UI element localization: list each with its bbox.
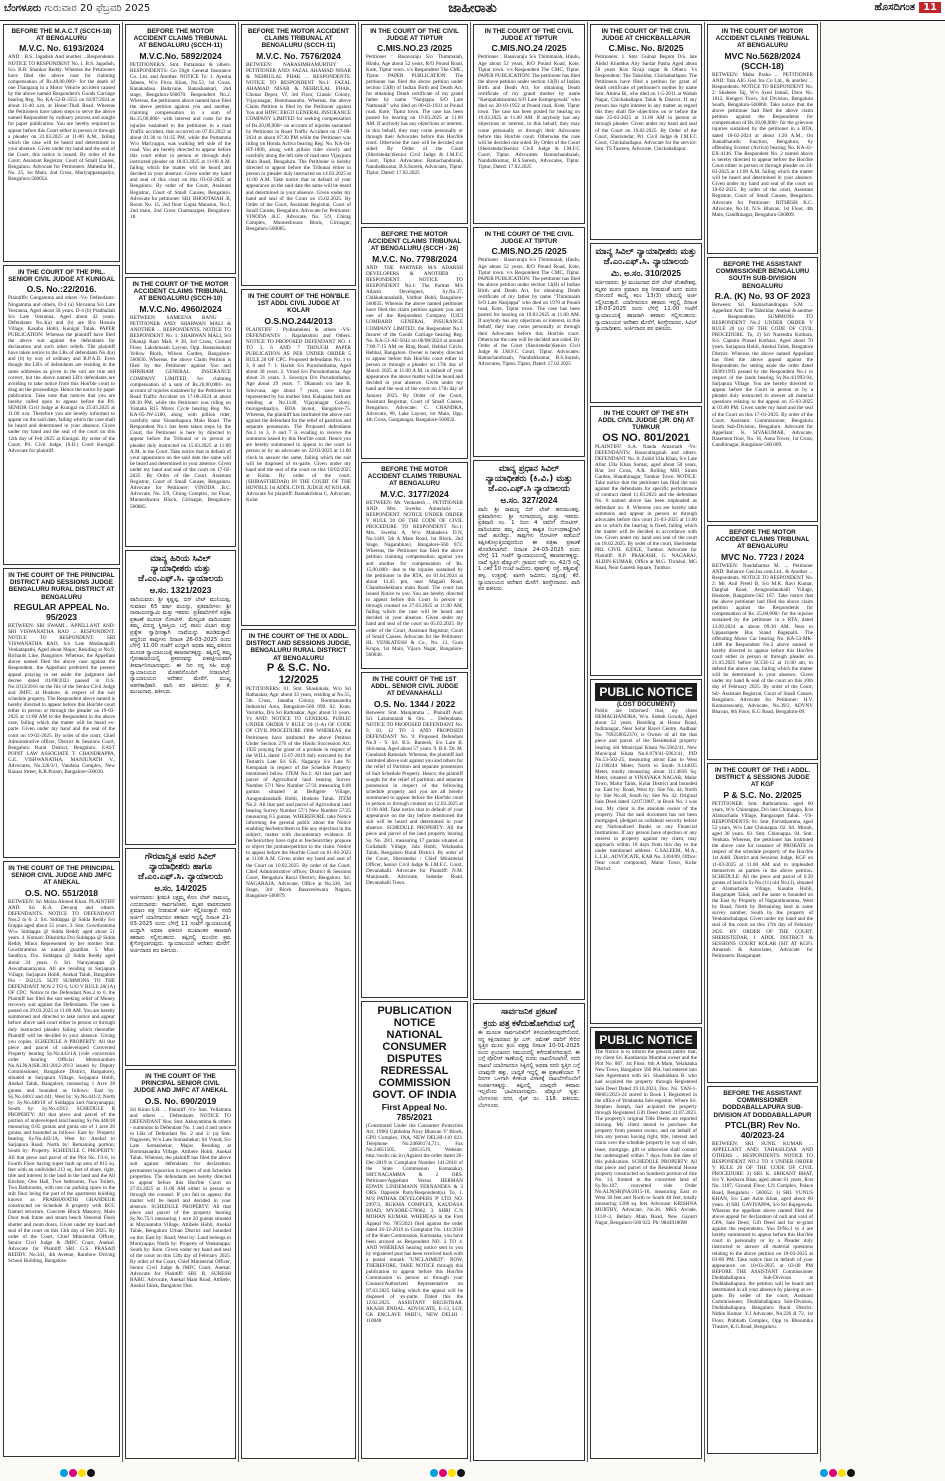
court-notice [3,568,120,858]
case-number: P & S.C. No. 12/2025 [266,661,331,686]
court-name: ಗೌರವಾನ್ವಿತ ಅಪರ ಸಿವಿಲ್ ನ್ಯಾಯಾಧೀಶರು ಹಾಗೂ ಜೆ.ಎಂ.ಎಫ್.ಸಿ. ನ್ಯಾಯಾಲಯ [138,852,223,882]
column-4 [361,24,468,1462]
case-number: C.MIS.NO.25 /2025 [491,246,567,257]
court-name: IN THE COURT OF THE PRL. SENIOR CIVIL JUDGE AT KUNIGAL [8,269,115,284]
court-name: BEFORE THE ASSISTANT COMMISSIONER BENGALURU SOUTH SUB-DIVISION BENGALURU [715,261,810,290]
court-notice [473,227,585,457]
notice-body: BETWEEN: Sri Moiza Ahmed Khan. PLAINTIFF AND: Sri K.A. Devaraj and others. DEFENDANTS. NOTICE TO DEFENDANT Nos.2 to 6: 2. Sri. Siddappa @ Sidda Reddy S/o Erappa aged about 55 years. 3. Smt. Gowthramma W/o. Siddappa @ Sidda Reddy aged about 51 years. 4. Kumari. Dikshitha D/o Siddappa @ Sidda Reddy Minor Represented by her mother Smt. Gowthramma as natural guardian. 5. Miss. Sandhya, D/o. Siddappa @ Sidda Reddy aged about 24 years. 6. Sri. Narayanappa @ Aswathanarayana. All are residing at Sarjapura Village, Sarjapura Hobli, Anekal Taluk, Bangalore Pin - 562125. SUIT SUMMONS TO THE DEFENDANT NOS 2 TO 6, U/O V RULE 20(1A) OF CPC: Notice to the Defendant Nos.2 to 6, the Plaintiff has filed the suit seeking relief of Money recovery suit against the Defendants. The case is posted on 29.03.2025 at 11:00 AM. You are hereby summoned and directed to take notice and appear before above said court either in person or through duly instructed pleader failing which thereafter Plaintiff will be decided in your absence. Giving you copies. SCHEDULE A PROPERTY: All that piece and parcel of undeveloped Converted Property bearing Sy.No.443/1A (vide conversion order bearing Official Memorandum No.ALN(A)SR.361/2012-2013 issued by Deputy Commissioner, Bangalore District, Bangalore), situated at Sarjapura Village, Sarjapura Hobli, Anekal Taluk, Bangalore, measuring 1 Acre 28 guntas and bounded as follows: East by: Sy.No.440/2 and 441; West by: Sy.No.441/2; North by: Sy.No.440/18 of Siddappa and Narayanappa; South by: Sy.No.439/2. SCHEDULE B PROPERTY: All that piece and parcel of the portion of undeveloped land bearing Sy.No.440/18 measuring 0.05 guntas and gunta out of 1 acre 20 guntas and bounded as follows: East by: Property bearing Sy.No.443/1A; West by: Anekal to Sarjapura Road; North by: Remaining portion; South by: Property. SCHEDULE C PROPERTY: All that piece and parcel of the Plot No. F3-6, in Fourth Floor having super built up area of 815 sq. feet with an undivided 213 sq. feet of share, right, title and interest in the land in the land and the All Kitchen, One Hall, Two bedrooms, Two Toilets, Two Bathrooms, with one car parking space in the stilt floor being the part of the apartment building known as PRABHAVATHI GRANDEUR constructed on Schedule A property with RCC framed structure, Concrete Block Masonry, Main Door teak frame and steam beech Venereal Flush shutter and room doors. Given under my hand and seal of the court on this 13th day of Feb 2025. By order of the Court, Chief Ministerial Officer, Senior Civil Judge & JMFC Court, Anekal. Advocate for Plaintiff SRI. G.S. PRASAD REDDY. No.341, 4th Avenue, Rainbow Driving School Building, Bangalore. [8,898,115,1265]
notice-body: ವಾದಿಯವರು: ಶ್ರೀ ಕೃಷ್ಣಪ್ಪ, ಬಿನ್ ಲೇಟ್ ಮುನಿಯಪ್ಪ, ಸುಮಾರು 65 ವರ್ಷ ವಯಸ್ಸು, ಪ್ರತಿವಾದಿಗಳು: ಶ್ರೀ ನಾರಾಯಣಸ್ವಾಮಿ ಮತ್ತು ಇತರರು. ಪ್ರತಿವಾದಿಗಳಿಗೆ ಪತ್ರಿಕಾ ಪ್ರಕಟಣೆ ಮೂಲಕ ನೋಟೀಸ್. ಮೇಲ್ಕಂಡ ವಾದಿಯವರು ತಮ್ಮ ವಿರುದ್ಧ ಸ್ಥಿರಾಸ್ತಿಯ ಬಗ್ಗೆ ಪಾಲು ವಿಭಾಗ ಮತ್ತು ಪ್ರತ್ಯೇಕ ಸ್ವಾಧೀನಕ್ಕಾಗಿ ದಾವೆಯನ್ನು ಹೂಡಿರುತ್ತಾರೆ. ಆದ್ದರಿಂದ ತಾವುಗಳು ದಿನಾಂಕ 26-03-2025 ರಂದು ಬೆಳಿಗ್ಗೆ 11.00 ಗಂಟೆಗೆ ಖುದ್ದಾಗಿ ಅಥವಾ ತಮ್ಮ ವಕೀಲರ ಮೂಲಕ ನ್ಯಾಯಾಲಯಕ್ಕೆ ಹಾಜರಾಗತಕ್ಕದ್ದು. ತಪ್ಪಿದಲ್ಲಿ ತಮ್ಮ ಗೈರುಹಾಜರಿಯಲ್ಲಿ ಪ್ರಕರಣವನ್ನು ಏಕಪಕ್ಷೀಯವಾಗಿ ತೀರ್ಮಾನಿಸಲಾಗುವುದು. ಈ ದಿನ ನನ್ನ ಸಹಿ ಮತ್ತು ನ್ಯಾಯಾಲಯದ ಮೊಹರಿನೊಂದಿಗೆ ನೀಡಲಾಗಿದೆ. ನ್ಯಾಯಾಲಯದ ಆದೇಶದ ಮೇರೆಗೆ, ಮುಖ್ಯ ಆಡಳಿತಾಧಿಕಾರಿ. ವಾದಿ ಪರ ವಕೀಲರು: ಶ್ರೀ ಕೆ. ಮಂಜುನಾಥ, ವಕೀಲರು. [130,597,231,696]
notice-body: ಅರ್ಜಿದಾರರು: ಶ್ರೀಮತಿ ಲಕ್ಷ್ಮಮ್ಮ ಕೋಂ ಲೇಟ್ ರಾಮಯ್ಯ. ಎದುರುದಾರರು: ಸಾರ್ವಜನಿಕರು. ಮೃತರ ವಾರಸುದಾರರ ಪ್ರಮಾಣ ಪತ್ರ ನೀಡುವಂತೆ ಅರ್ಜಿ ಸಲ್ಲಿಸಿರುತ್ತಾರೆ. ಸದರಿ ಅರ್ಜಿಗೆ ಯಾರಿಗಾದರೂ ತಕರಾರು ಇದ್ದಲ್ಲಿ ದಿನಾಂಕ 21-03-2025 ರಂದು ಬೆಳಿಗ್ಗೆ 11 ಗಂಟೆಗೆ ನ್ಯಾಯಾಲಯಕ್ಕೆ ಖುದ್ದಾಗಿ ಅಥವಾ ವಕೀಲರ ಮುಖಾಂತರ ಹಾಜರಾಗಿ ತಕರಾರು ಸಲ್ಲಿಸಬಹುದು. ತಪ್ಪಿದಲ್ಲಿ ಮುಂದಿನ ಕ್ರಮ ಕೈಗೊಳ್ಳಲಾಗುವುದು. ನ್ಯಾಯಾಲಯದ ಆದೇಶದ ಮೇರೆಗೆ. ಅರ್ಜಿದಾರರ ಪರ ವಕೀಲರು. [130,895,231,954]
court-name: IN THE COURT OF THE CIVIL JUDGE AT TIPTUR [370,28,459,43]
court-notice [707,1086,818,1454]
notice-body: Petitioner : Basavaraju S/o Thimmaiah, Hindu, Age about 52 years, R/O Pound Road, Kote, Tiptur town. v/s Respondent The CMC, Tiptur. PAPER PUBLICATION: The petitioner has filed the above petition under section 13(B) of Indian Birth and Death Act, for obtaining Death certificate of my father by name "Thimmaiah S/O Late Nanjappa" who died on 1970 at Pound road, Kote, Tiptur town. The case has been posted for hearing on 19.03.2025 at 11.00 AM. If anybody has any objections or interest, in this behalf, they may come personally or through their Advocates before this Hon'ble court. Otherwise the case will be decided one sided. By Order of the Court (Sheristedar)Senior Civil Judge & J.M.F.C Court, Tiptur. Advocates: Ramachandraiah, Nandishkumar, B.S.Suresh, Advocates, Tiptur. Tiptur, Dated: 17.02.2025 [478,257,580,367]
case-number: First Appeal No. 785/2021 [381,1102,448,1122]
case-number: M.V.C.No. 4960/2024 [139,303,222,314]
notice-body: AND : B.S. Jagadish And another ...Respondents. NOTICE TO RESPONDENT No. 1. B.S. Jagadish, S/o. B.R. Shankar Reddy. Whereas the Petitioners have filed the above case for claiming compensation of Rs.40,00,000/- for the death of one Thangaraj in a Motor Vehicle accident caused by the above named Respondent's Goods Carriage bearing Reg. No. KA-52-B-3555 on 02/07/2024 at about 11-40 a.m. at Hosur-Thali Road. Whereas the Petitioners have taken steps to serve the above named Respondent by ordinary process and sought for paper publication. You are hereby required to appear before this Court either in person or through a pleader on 21.03.2025 at 11-00 A.M., failing which the case will be heard and determined in your absence. Given under my hand and the seal of the Court, this notice is issued. By order of the Court, Assistant Registrar, Court of Small Causes, Bengaluru. Advocate for Petitioners: Mahesha M., No. 25, 1st Main, 2nd Cross, Mariyappanapalya, Bengaluru-560054. [8,54,115,183]
public-notice [590,679,702,1024]
case-number: O.S. NO. 551/2018 [24,887,99,898]
section-name: ಬೆಂಗಳೂರು [4,3,42,14]
court-name: IN THE COURT OF THE 1ST ADDL. SENIOR CIVIL JUDGE AT DEVANAHALLI [370,676,459,698]
column-5 [473,24,585,1464]
case-number: M.V.C. No. 6193/2024 [19,43,104,54]
page-footer [0,1466,945,1481]
court-name: ಮಾನ್ಯ ಹಿರಿಯ ಸಿವಿಲ್ ನ್ಯಾಯಾಧೀಶರು ಮತ್ತು ಜೆ.ಎಂ.ಎಫ್.ಸಿ. ನ್ಯಾಯಾಲಯ [138,554,223,584]
issue-date: 20 ಫೆಬ್ರವರಿ 2025 [80,3,151,14]
notice-body: The Notice is to inform the general public that, my client Sri. Kantharaju Mumbai owner and the Plot No. 887, 1st Floor, 6th A Main, Yelahanka New Town, Bangalore 560 064, had entered into Sale Agreement with Sri. Shashidhara B. who had acquired the property through Registered Sale Deed Dated 19.10.2023, Doc. No. YAN-1-06665/2023-24 stored in Book I, Registered in the office of Yelahanka Sub-registrar. Where Sri. Stephen Joseph, had acquired the property through Registered Gift Deed dated 31.07.2023. The property's original Title Deeds are reported missing. My client intend to purchase the property from present owner, and on behalf of him any person having right, title, interest and claim over the schedule property by way of sale, lease, mortgage, gift or otherwise shall contact the undersigned within 7 days from the date of this publication. SCHEDULE PROPERTY: All that piece and parcel of the Residential House property constructed on Southern portion of Site No. 14, formed in the converted land of Sy.No.107, converted vide Order No.ALN(SR)NA/2015-16, measuring East to West 30 feet and North to South 40 feet, totally measuring 1200 sq. feet. Advocate: KRISHNA MURTHY, Advocate, No.36, MKS Arcade, I.O.P.-3, Bellary Main Road, New Gayatri Nagar, Bengaluru-560 022. Ph: 9844918098 [595,1049,697,1226]
court-notice [361,1001,468,1459]
print-registration-marks [430,1469,466,1477]
notice-body: Between: Smt. Manjamma ... Plaintiff And: Sri. Lakshmaiah & Ors. ... Defendants. NOTICE TO PROPOSED DEFENDANT No. 9, 10, 12 TO 3 AND PROPOSED DEFENDANT No. 9: Proposed Defendant No.9 - 9. Sri. B.S. Ramesh, S/o Late B. Shivanna, Aged about 57 years. 9. B.S. Dr. M. Gundaiah Ramaiah. Whereas, the plaintiff had instituted above suit against you and others for the relief of Partition and separate possession of Suit Schedule Property. Hence, the plaintiff sought for the relief of partition and separate possession in respect of the following schedule property and you are all hereby summoned to appear before the Hon'ble court in person or through counsel on 12.03.2025 at 11:00 AM. Take notice that in default of your appearance on the day before mentioned the suit will be heard and determined in your absence. SCHEDULE PROPERTY: All the piece and parcel of the land property bearing Sy. No. 28/1, measuring 17 guntas situated at Gollahalli Village, Jala Hobli, Yelahanka Taluk, Bengaluru Rural District. By order of the Court, Sheristedar / Chief Ministerial Officer, Senior Civil Judge & J.M.F.C. Court, Devanahalli. Advocate for Plaintiff: N.M. Manjunath, Advocate, Subedar Road, Devanahalli Town. [366,709,463,887]
case-number: O.S. No. 1344 / 2022 [373,698,456,709]
case-number: PTCL(BR) Rev No. 40/2023-24 [725,1119,800,1140]
court-notice [3,265,120,565]
court-notice [241,24,356,286]
case-number: C.MIS.NO.23 /2025 [377,43,452,54]
court-notice [707,257,818,522]
court-name: BEFORE THE M.A.C.T (SCCH-18) AT BENGALURU [11,28,112,43]
case-number: P & S.C. No. 2/2025 [723,789,802,800]
print-registration-marks [60,1469,96,1477]
case-number: ಕ್ರಯ ಪತ್ರ ಕಳೆದುಹೋಗಿರುವ ಬಗ್ಗೆ [483,1018,575,1028]
court-name: ಸಾರ್ವಜನಿಕ ಪ್ರಕಟಣೆ [501,1007,557,1017]
court-notice [361,672,468,998]
case-number: ಅ.ಸಂ. 14/2025 [154,883,207,893]
court-name: BEFORE THE MOTOR ACCIDENT CLAIMS TRIBUNAL AT BENGALURU (SCCH-11) [133,28,228,50]
court-notice [361,24,468,224]
court-name: IN THE COURT OF THE I ADDL. DISTRICT & SESSIONS JUDGE AT KGF [714,767,811,789]
court-notice [707,763,818,1083]
court-notice [3,24,120,262]
notice-body: Between: Sri. Ramachandrappa S.M ... Appellant And: The Tahsildar, Anekal & another ... Respondents. SUMMONS TO RESPONDENT No.2 UNDER ORDER V RULE 20 (a) OF THE CODE OF CIVIL PROCEDURE. To, 2) Sri Narendra Kothara, S/o. Captain Prasad Kothara, Aged about 70 years, Sarjapura Hobli, Anekal Taluk, Bangalore District. Whereas the above named Appellant has filed the above appeal against the Respondents for setting aside the order dated 20/09/1993 passed by the Respondent No.1 in respect of the lands bearing Sy.No.4/1993-94, Sarjapura Village. You are hereby directed to appear before the Court in person or by a pleader duly instructed to answer all material questions relating to the appeal on 15-03-2025 at 03.00 PM. Given under my hand and the seal of the Court on this 17-01-2025. By order of the Court, Assistant Commissioner, Bengaluru South Sub-Division, Bengaluru. Advocate for Appellant: K. SIVAKUMAR, Advocate, Basement floor, No. 16, Anna Tower, 1st Cross, Gandhinagar, Bangalore-560 009. [712,301,813,448]
court-notice [125,848,236,1066]
case-number: O.S. No.:22/2016. [26,284,97,295]
court-notice [590,243,702,403]
case-number: M.V.C. No. 7798/2024 [372,253,457,264]
column-rule [587,22,588,1462]
column-rule [470,22,471,1462]
notice-body: BETWEEN: NARASIMHAMURTHY ... PETITIONER AND: FAZAL AHAMAD NISAR & NEHRULAL PHAK ... RESPONDENTS. NOTICE TO RESPONDENT No.1: FAZAL AHAMAD NISAR & NEHRULAL PHAK, Chunar Depot, Vf, 3rd Floor, Classic Colony, Vijayanagar, Bommasandra. Whereas, the above Claim Petition is filed by the Petitioner against You and HDFC ERGO GENERAL INSURANCE COMPANY LIMITED for seeking compensation of Rs.20,00,000/- on account of injuries sustained by Petitioner in Road Traffic Accident on 17-09-2024 at about 07:30 PM while the Petitioner was riding on Honda Activa bearing Reg. No. KA-04-HT-1806, along with pillion rider slowly and carefully along the left side of road near Vijaypura Main Road, Bengaluru. The Petitioner is hereby directed to appear before the Tribunal either in person or pleader duly instructed on 14.03.2025 at 11:00 A.M. Take notice that in default of your appearance on the said date the same will be heard and determined in your absence. Given under my hand and seal of the Court on 15.02.2025. By Order of the Court, Assistant Registrar, Court of Small Causes, Bengaluru. Advocate for Petitioner: VINODA .B.C. Advocate, No. 5/9, Chirag Complex, Munneshwara Block, Girinagar, Bengaluru-560085. [246,61,351,233]
column-3 [241,24,356,1462]
court-name: BEFORE THE MOTOR ACCIDENT CLAIMS TRIBUNAL AT BENGALURU [715,529,810,551]
case-number: ಅ.ಸಂ. 327/2024 [500,495,558,505]
notice-body: AND: THE PARTNER M/S ADARSH DEVELOPERS & ANOTHER ... RESPONDENT. NOTICE TO RESPONDENT No.1: The Partner M/s Adarsh Developers, Sy.No.37, Chikkakannahalli, Varthur Hobli, Bangalore-560035. Whereas the above named petitioner have filed the claim petition against you and one of the Respondent Company ICICI LOMBARD GENERAL INSURANCE COMPANY LIMITED, the Respondent No.1 Insurer of the Goods Carriage bearing Reg. No. KA-51-AF-5642 on 06/08/2024 at around 7:00-7:15 AM on Ring Road, Hebbal Circle, Hebbal, Bangalore. Owner is hereby directed to appear before this Hon'ble court either in person or through a pleader on 17th day of March 2025 at 11.00 A.M. in default of your appearance the above matter will be heard and decided in your absence. Given under my hand and the seal of the court on 17th day of January 2025. By Order of the Court, Assistant Registrar, Court of Small Causes, Bengaluru. Advocate: C. CHANDRA, Advocate, #8, Lake Layout, 1st Main, Opp. 4th Cross, Ganganagar, Bangalore-560032. [366,264,463,423]
notice-body: Sri Kiran S.R. ... Plaintiff -Vs- Smt. Yellamma and others ... Defendants. NOTICE TO DEFENDANT Nos: Smt. Akkayamma & others - summons to Defendant No. 1 and 4 and notice to LRs of Defendant No. 2 and 3: (a) Smt. Nagaveni, W/o Late Somashekar; Sri Vinod, S/o Late Somashekar, Major. Residing at Bommasandra Village, Attibele Hobli, Anekal Taluk. Whereas, the plaintiff has filed the above suit against defendants for declaration, permanent injunction in respect of suit Schedule properties. The defendants are hereby directed to appear before this Hon'ble Court on 27.03.2025 at 11.00 AM either in person or through the counsel. If you fail to appear, the matter will be heard and decided in your absence. SCHEDULE PROPERTY: All that piece and parcel of the property bearing Sy.No.75/1 measuring 1 acre 20 guntas situated at Mayasandra Village, Attibele Hobli, Anekal Taluk, Bengaluru Urban District and bounded on the: East by: Road; West by: Land belongs to Muniyappa; North by: Property of Venkatappa; South by: Kere. Given under my hand and seal of the court on this 12th day of February 2025. By order of the Court, Chief Ministerial Officer, Senior Civil Judge & JMFC Court, Anekal. Advocate for Plaintiff: SRI. R. SURESH BABU, Advocate, Anekal Main Road, Attibele, Anekal Taluk, Bangalore Dist. [130,1106,231,1290]
court-notice [361,227,468,459]
column-rule [820,22,821,1462]
court-name: IN THE COURT OF THE PRINCIPAL SENIOR CIVIL JUDGE AND JMFC AT ANEKAL [133,1073,228,1095]
case-number: C.MIS.NO.24 /2025 [491,43,567,54]
masthead-right [874,2,941,13]
court-notice [125,277,236,547]
notice-body: PETITIONER: Smt. Rathnamma, aged 60 years, W/o Chinnappa, D/o late Chinnappa, R/at Alamachadu Village, Bangarapet Taluk. -VS- RESPONDENTS: 01. Smt. Parvathamma, aged 52 years, W/o Late Chinnappa. 02. Sri. Murali, aged 36 years. 03. Smt. Chinnappa. 04. Smt. Venkata. Whereas, the petitioner has instituted the above case for issuance of PROBATE in respect of the schedule property of the Hon'ble 1st Addl. District and Sessions Judge, KGF on 11-03-2025 at 11.00 AM and to impleaded themselves as parties in the above petition. SCHEDULE: All the piece and parcel of 0.20 guntas of land in Sy.No.(11) old No.(1), situated at Alamachadu Village, Kasaba Hobli, Bangarapet Taluk, and the same is bounded on the East by Property of Nagarathnamma, West by Road, North by Remaining land in same survey number, South by the property of Venkatachalappa. Given under my hand and the seal of the court on this 17th day of February 2025. BY ORDER OF THE COURT, SHERISTEDAR, I ADDL DISTRICT & SESSIONS COURT KOLAR (SIT AT KGF). Amaresh & Associates, Advocate for Petitioners: Bangarapet. [712,800,813,959]
weekday: ಗುರುವಾರ [44,3,77,14]
court-name: BEFORE THE ASSISTANT COMMISSIONER DODDABALLAPURA SUB-DIVISION AT DODDABALLAPUR [713,1090,812,1119]
court-name: IN THE COURT OF THE 6TH ADDL CIVIL JUDGE (JR. DN) AT TUMKUR [598,410,694,432]
column-2 [125,24,236,1462]
notice-body: PLAINTIFF: S.A. Nanda Amarnath -Vs- DEFENDANTS: Basavalingaiah and others. DEFENDANT No. 8: Zubid Ulla Khan, S/o Late Allur Ulla Khan Sumar, aged about 50 years, R/at 3rd Cross, A.R. Rolling Mill, Siram Garden, Shanthinagar, Tumkur Town. NOTICE: Take notice that the petitioner has filed the suit against the defendants for specific performance of contract dated 11.03.2023 and the defendant No. 8 named above has been impleaded as defendant no. 8. Whereas you are hereby take summons and appear in person or through advocates before this court 21-03-2025 at 11:00 am to which the hearing is fixed, failing which the matter will be decided in accordance with law. Given under my hand and seal of the court on 18.02.2025. By order of the court, Sheristedar PRL CIVIL JUDGE, Tumkur. Advocate for Plaintiff: R.P. PRAKASH, G. NAGARAJ, ALBIN KUMAR, Office at M.G. Thrishul, MG Road, Near Ganesh Square, Tumkur. [595,443,697,572]
notice-body: BETWEEN: SRI. SUNIL KUMAR ... APPELLANT AND: TAHASILDAR AND OTHERS ... RESPONDENTS. NOTICE TO RESPONDENT NO.2 TO 4 UNDER ORDER V RULE 20 OF THE CODE OF CIVIL PROCEDURE: 2) SRI. K. SRIKANT BHAT, S/o Y. Keshava Bhat, aged about 61 years, R/at No. 1107, Ground Floor, LN Complex, Palace Road, Bengaluru - 560052. 3) SRI. YUNUS KHAN, S/o Late Azim Khan, aged about 60 years. 4) SRI. GAVIYAPPA, S/o Sri Rajegowda. Whereas the appellant above named filed the above appeal for declaration of null and void of GPA, Sale Deed, Gift Deed and for re-grant against the respondents. You D/No.1 to 4 are hereby summoned to appear before this Hon'ble court in personally or by a Pleader duly instructed to answer all material questions relating to the above petition on 10-03-2025 at 03-00 PM. Take notice that in default of your appearance on 10-03-2025 at 03-00 PM BEFORE THE ASSISTANT Commissioner Doddaballapura Sub-Division at Doddaballapura, the petition will be heard and determined in all your absence by placing as ex-parte. By order of the court, Assistant Commissioner, Doddaballapura Sub-Division, Doddaballapura, Bengaluru Rural District. Nithin Kumar .Y.J Advocate, No.226 II 72, 1st Floor, Prabhath Complex, Opp to Bhoomika Theatre, K.G.Road, Bengaluru. [712,1140,813,1330]
notice-body: BETWEEN: SRI SWAMI... APPELLANT AND: SRI VISWANATHA RAO ... RESPONDENT. NOTICE TO RESPONDENT: SRI VISWANATHA RAO, S/o Late Madanapalli Venkatapathi, Aged about Major, Residing at No.9, Richards Line, Bangalore. Whereas, the Appellant above named filed the above case against the Respondent, the Appellant preferred the present appeal praying to set aside the judgment and decree dated 01/08/2023 passed in O.S. No.1013/2016 on the file of the Senior Civil Judge and JMFC at Hoskote, in respect of the suit schedule property. The Respondent above named is hereby directed to appear before this Hon'ble court either in person or through the pleader on 19-03-2025 at 11:00 AM to the Respondent in the above case, failing which the matter will be heard ex-parte. Given under my hand and the seal of the court on 19-02-2025. By order of the court, Chief Administrative officer, District & Sessions Court, Bengaluru Rural District, Bengaluru. EAST POINT LAW ASSOCIATE T. CHANDRAPPA, G.E. VISHWANATHA, MANJUNATH V., Advocates, No.326/3/1, Vandana Complex, New Bazaar Street, K.R.Puram, Bangalore-560036. [8,622,115,776]
notice-body: BETWEEN: SAMEENA BANU ... PETITIONER AND: SHARWAN MALI & ANOTHER ... RESPONDENTS. NOTICE TO RESPONDENT No. 1: SHARWAN MALI, S/o Dhanaji Ram Mali, # 38, 3rd Cross, Ground Floor, Lakshmaiah Layout, Opp. Banashankari Yellow Block, Wilson Garden, Bangalore-560030. Whereas, the above Claim Petition is filed by the Petitioner against You and SHRIRAM GENERAL INSURANCE COMPANY LIMITED, for claiming compensation of a sum of Rs.20,00,000/- on account of injuries sustained by the Petitioner in Road Traffic Accident on 17-06-2024 at about 08:30 PM, while the Petitioner was riding on Yamaha R15 Motor Cycle bearing Reg. No. KA-05-JW-5180, along with pillion rider, carefully near Vasanthapura Main Road. The Respondent No.1 has been taken steps by the Court, the Petitioner is here by directed to appear before the Tribunal or in person or pleader duly instructed on 15.03.2025 at 11:00 A.M. in the Court. Take notice that in default of your appearance on the said date the same will be heard and determined in your absence. Given under my hand and seal of the court on 17-02-2025. By Order of the Court, Assistant Registrar, Court of Small Causes, Bengaluru. Advocate for Petitioner: VINODA .B.C. Advocate, No. 5/9, Chirag Complex, 1st Floor, Munneshwara Block, Girinagar, Bengaluru-560085. [130,314,231,510]
notice-body: ವಾದಿ: ಶ್ರೀ ರಾಮಣ್ಣ ಬಿನ್ ಲೇಟ್ ಹನುಮಂತಪ್ಪ. ಪ್ರತಿವಾದಿಗಳು: ಶ್ರೀ ಗಂಗಾಧರಯ್ಯ ಮತ್ತು ಇತರರು. ಪ್ರತಿವಾದಿ ನಂ. 1 ರಿಂದ 4 ರವರಿಗೆ ನೋಟೀಸ್. ವಾದಿಯವರು ತಮ್ಮ ವಿರುದ್ಧ ಶಾಶ್ವತ ನಿರ್ಬಂಧಕಾಜ್ಞೆಗಾಗಿ ದಾವೆ ಹೂಡಿದ್ದು, ತಾವುಗಳು ನೋಟೀಸ್ ಪಡೆಯದೆ ತಪ್ಪಿಸಿಕೊಳ್ಳುತ್ತಿರುವುದರಿಂದ ಈ ಪತ್ರಿಕಾ ಪ್ರಕಟಣೆ ಹೊರಡಿಸಲಾಗಿದೆ. ದಿನಾಂಕ 24-03-2025 ರಂದು ಬೆಳಿಗ್ಗೆ 11 ಗಂಟೆಗೆ ನ್ಯಾಯಾಲಯದಲ್ಲಿ ಹಾಜರಾಗತಕ್ಕದ್ದು. ದಾವೆ ಸ್ವತ್ತಿನ ಷೆಡ್ಯೂಲ್: ಗ್ರಾಮದ ಸರ್ವೆ ನಂ. 42/3 ರಲ್ಲಿ 1 ಎಕರೆ 10 ಗುಂಟೆ ಜಮೀನು. ಪೂರ್ವಕ್ಕೆ: ರಸ್ತೆ, ಪಶ್ಚಿಮಕ್ಕೆ: ಹಳ್ಳ, ಉತ್ತರಕ್ಕೆ: ಖಾಸಗಿ ಜಮೀನು, ದಕ್ಷಿಣಕ್ಕೆ: ಕೆರೆ. ನ್ಯಾಯಾಲಯದ ಆದೇಶದ ಮೇರೆಗೆ, ಶಿರಸ್ತೇದಾರರು. ವಾದಿ ಪರ ವಕೀಲರು. [478,507,580,593]
court-name: IN THE COURT OF THE PRINCIPAL SENIOR CIVIL JUDGE AND JMFC AT ANEKAL [8,865,115,887]
court-notice [241,289,356,626]
notice-body: ಅರ್ಜಿದಾರರು: ಶ್ರೀ ಮಂಜುನಾಥ ಬಿನ್ ಲೇಟ್ ವೆಂಕಟೇಶಪ್ಪ. ಮೃತರ ಮರಣ ಪ್ರಮಾಣ ಪತ್ರ ನೀಡುವಂತೆ ಜನನ ಮರಣ ನೋಂದಣಿ ಕಾಯ್ದೆ ಕಲಂ 13(3) ರಡಿಯಲ್ಲಿ ಅರ್ಜಿ ಸಲ್ಲಿಸಿರುತ್ತಾರೆ. ಯಾರಿಗಾದರೂ ತಕರಾರು ಇದ್ದಲ್ಲಿ ದಿನಾಂಕ 18-03-2025 ರಂದು ಬೆಳಿಗ್ಗೆ 11.00 ಗಂಟೆಗೆ ನ್ಯಾಯಾಲಯಕ್ಕೆ ಹಾಜರಾಗಿ ತಕರಾರು ಸಲ್ಲಿಸಬಹುದು. ನ್ಯಾಯಾಲಯದ ಆದೇಶದ ಮೇರೆಗೆ, ಶಿರಸ್ತೇದಾರರು, ಸಿವಿಲ್ ನ್ಯಾಯಾಧೀಶರು. ಅರ್ಜಿದಾರರ ಪರ ವಕೀಲರು. [595,280,697,333]
notice-body: Petitioner : Basavaraju S/o Thimmaiah, Hindu, Age about 52 years, R/O Pound Road, Kote, Tiptur town. v/s Respondent The CMC, Tiptur. PAPER PUBLICATION: The petitioner has filed the above petition under section 13(B) of Indian Birth and Death Act, for obtaining Death certificate of my grand father by name "Nanjappa S/O Late Nattunaik" who died on 00-02-1931 at Pound road, Kote, Tiptur town. The case has been posted for hearing on 19.03.2025 at 11.00 AM. If anybody has any objections or interest, in this behalf, they may come personally or through their Advocates before this Hon'ble court. Otherwise the case will be decided one sided. By Order of the Court (Sheristedar)Senior Civil Judge & J.M.F.C Court, Tiptur. Advocates: Ramachandraiah, Nandishkumar, B.S.Suresh, Advocates, Tiptur. Tiptur, Dated: 17.02.2025 [366,54,463,177]
notice-body: BETWEEN: Nandaharesa M. ... Petitioner AND: Reliance Gen.Ins.com.Ltd., & Another ... Respondents. NOTICE TO RESPONDENT No. 2: Mr. Anil Preeti B, S/o M.K. Ravi Kumar, Darghal Road, Anugondanahalli Village, Hoskote, Bangalore-562 167. Take notice that the above petitioner had filed the above claim petition against the Respondents for compensation of Rs. 25,00,000/- for the injuries sustained by the petitioner in a RTA, dated 13.09.2024 at about 09:30 AM. Near to Uppaarapete Bus Stand Bagepalli. The offending Motor Car bearing No. KA-53-MK-1486 the Respondent No.2 above named is hereby directed to appear before this Hon'ble court either in person or through pleader on 21.03.2025 before SCCH-12 at 11:00 am, to defend the above case, failing which the matter will be determined in your absence. Given under my hand & seal of the court on this 10th day of February 2025. By order of the Court, Sd/- Assistant Registrar, Court of Small Causes, Bengaluru. Advocate for Petitioner: H.V. Kumaraswamy, Advocate, No.39/2, ADVNV Bhavan, 8th Floor, K.G Road, Bengaluru-09. [712,562,813,715]
court-name: PUBLICATION NOTICE NATIONAL CONSUMER DISPUTES REDRESSAL COMMISSION GOVT. OF INDIA [372,1005,457,1101]
court-name: ಮಾನ್ಯ ಸಿವಿಲ್ ನ್ಯಾಯಾಧೀಶರು ಮತ್ತು ಜೆ.ಎಂ.ಎಫ್.ಸಿ. ನ್ಯಾಯಾಲಯ [595,247,697,267]
case-number: O.S.NO.244/2013 [264,315,333,326]
case-number: O.S. No. 690/2019 [144,1095,217,1106]
column-8 [823,24,942,1463]
court-name: BEFORE THE MOTOR ACCIDENT CLAIMS TRIBUNAL AT BENGALURU [367,466,462,488]
notice-body: PETITIONERS: 01. Smt. Shashikala, W/o Sri Rathnakar, Age: about 33 years, residing at No.55, 5th Cross, Janatha Colony, Bommasandra Industrial Area, Bangalore-560 099. 02. Kum. Varnitha, D/o Sri Rathnakar, Age: about 11 years. Vs AND: NOTICE TO GENERAL PUBLIC UNDER ORDER V RULE 20 (1-A) OF CODE OF CIVIL PROCEDURE 1908. WHEREAS, the Petitioners have instituted the above Petition Under Section 276 of the Hindu Succession Act, 1925 praying for grant of a probate in respect of the WILL dated 15-07-2019 duly executed by the Testatrix Late Sri S.K. Nagaraju S/o Late N. Kempaiah in respect of the Schedule Property mentioned below. ITEM No.1: All that part and parcel of Agricultural land bearing Survey Number 57/1 New Number 57/31 measuring 0.08 guntas situated at Belligere Village, Anugondanahalli Hobli, Hoskote Taluk. ITEM No.2: All that part and parcel of Agricultural land bearing Survey Number 57/1 New Number 57/25 measuring 0.5 guntas. WHEREFORE, take Notice informing the general public about the Notice enabling fee/heirs/them to file any objection in the subject, matter with documentary evidence. If fee/heirs/they have right or fee/heirs/they propose to object the probate/petition to the claim. Notice to appear before the Hon'ble Court on 01-04-2025 at 11:00 A.M. Given under my hand and seal of the Court on 10.02.2025. By order of the Court, Chief Administrative officer, District & Sessions Court, Bengaluru Rural District, Bengaluru. Sri. NAGARAJA, Advocate, Office at No.336, 3rd Stage, 3rd Block Basaveshwara Nagara, Bangalore-560079. [246,685,351,899]
court-notice [590,24,702,240]
case-number: M.V.C. 3177/2024 [380,488,449,499]
court-notice [707,525,818,760]
court-name: IN THE COURT OF THE CIVIL JUDGE AT CHICKBALLAPUR [601,28,691,43]
case-number: OS NO. 801/2021 [602,431,690,444]
court-notice [125,1069,236,1459]
column-rule [704,22,705,1462]
court-name: IN THE COURT OF THE MOTOR ACCIDENT CLAIMS TRIBUNAL AT BENGALURU (SCCH-10) [132,281,229,303]
court-name: IN THE COURT OF THE CIVIL JUDGE AT TIPTUR [484,28,574,43]
court-notice [241,629,356,1459]
case-number: M.V.C. No. 7576/2024 [256,50,341,61]
column-1 [3,24,120,1460]
case-number: R.A. (K) No. 93 OF 2023 [714,290,811,301]
column-6 [590,24,702,1462]
court-name: BEFORE THE MOTOR ACCIDENT CLAIMS TRIBUNAL AT BENGALURU (SCCH-11) [247,28,350,50]
case-number: M.V.C.No. 5892/2024 [139,50,222,61]
court-notice [125,550,236,845]
case-number: MVC No.5628/2024 (SCCH-18) [724,50,801,71]
court-notice [707,24,818,254]
notice-body: Public are informed that, my client HEMACHANDRA, W/o. Sidesh Gowda, Aged about 52 years, Residing at Hosur Road, Indiranagar, Near Solar Ravel Centre, Aadhaar No. 769250052370, is Owner of all the that piece and parcel of the Residential property bearing old Municipal Khata No.5962/41, New Municipal Khata No.6.079/41-5962/41, PID No.53-502-25, measuring about East to West 12.190244 Meter, North to South 9.144035 Meter, totally measuring about 111.4836 Sq. Meter, situated at VINAYAKA NAGAR, Malur Town, Malur Taluk, Kolar District and bounded on: East by: Road, West by: Site No. 44, North by: Site No.40, South by: Site No. 42. Original Sale Deed dated 12/07/2007, in Book No. 1 was lost. My client is the absolute owner of the property. That the said document has not been mortgaged, pledged as collateral security before any Nationalized Banks or any Financial Institutions. If any person have objection or any interest in property against my client, may approach within 10 days from this day to the under mentioned address. G.SALEEM, M.A., L.L.B., ADVOCATE, KAR No. 3304/09, Office: Near court compound, Malur Town, Kolar District. [595,708,697,873]
notice-body: PLAINTIFF : Pydinaheleni & others -VS- DEFENDANTS : Rajalakshmi and Others. NOTICE TO PROPOSED DEFENDANT NO. 1 TO 3, 6 AND 7 THOUGH PAPER PUBLICATION AS PER UNDER ORDER 5 RULE 20 OF CPC. Proposed defendants No. 1 to 3, 6 and 7: 1. Harish S/o Purushothama, Aged about 38 years. 2. Vinod S/o Purushothama, Age about 31 years. 3. Sowmya D/o Purushothama, Age about 29 years. 7. Dhanush s/o late B. Srinivasa, age about 7 years, save minor represented by his mother Smt. Kalapana both are residing at No.1140, Vijayanagar Colony, murugeshpalya, BDA layout, Bangalore-75. Whereas, the plaintiff has instituted the above suit against the defendant for the relief of partition and separate possession. The Proposed defendants No.1 to 3, 6 and 7 is evading to receive the summons issued by this Hon'ble court. Hence you are hereby summoned to appear in the court in person or by an advocate on 22/03/2025 at 11.00 clock to answer the same, failing which the suit will be disposed of ex-parte. Given under my hand and the seal of the court on this 18/02/2025 at Kolar. By order of the court, (SHIRASTHEDAR) IN THE COURT OF THE HON'BLE 1st ADDL CIVIL JUDGE AT KOLAR. Advocate for plaintiff: Ramakrishna C, Advocate, Kolar. [246,326,351,504]
case-number: REGULAR APPEAL No. 95/2023 [13,601,110,622]
column-rule [122,22,123,1462]
court-notice [590,406,702,676]
notice-body: PETITIONER/S: Smt. Puttamma & others. RESPONDENTS: Go Digit General Insurance Co. Ltd. and Another. NOTICE To: 1. Ayesha Jabeen, W/o Firoz Khan, No.53, 1st Cross, Kanakadasa Badavane, Banashankari, 2nd stage, Bengaluru-560070. Respondent No.2. Whereas, the petitioners above named have filed the above petition against you and another, claiming compensation in a sum of Rs.15,00,000/- with interest and costs for the injuries sustained to the petitioner in a road Traffic accident, that occurred on 07.03.2022 at about 01:30 to 01:35 PM, while the Puttamma W/o Mariyappa, was walking left side of the road. You are hereby directed to appear before this court either in person or through duly instructed pleader on 18.03.2025 at 11-00 A.M. failing which the matter will be heard and decided in your absence. Given under my hand and seal of this court on this 03-02-2025 at Bengaluru. By order of the Court, Assistant Registrar, Court of Small Causes, Bengaluru. Advocate for petitioner: SRI. BHOOTAIAH .B, Room No. 15, 2nd floor Gupta Mansion, No.1, 2nd main, 2nd Cross Chamarajpet, Bengaluru-18. [130,61,231,220]
print-registration-marks [820,1469,856,1477]
court-name: IN THE COURT OF THE IX ADDL. DISTRICT AND SESSIONS JUDGE, BENGALURU RURAL DISTRICT AT BENGALURU [246,633,351,662]
court-notice [361,462,468,669]
notice-body: Petitioner : Basavaraju S/o Thimmaiah, Hindu, Age about 52 years, R/O Pound Road, Kote, Tiptur town. v/s Respondent The CMC, Tiptur. PAPER PUBLICATION: The petitioner has filed the above petition under section 13(B) of Indian Birth and Death Act, for obtaining Death certificate of my grand mother by name "Kempalakkamma S/O Late Kempegowda" who died on 20-10-1952 at Pound road, Kote, Tiptur town. The case has been posted for hearing on 19.03.2025 at 11.00 AM. If anybody has any objections or interest, in this behalf, they may come personally or through their Advocates before this Hon'ble court. Otherwise the case will be decided one sided. By Order of the Court (Sheristedar)Senior Civil Judge & J.M.F.C Court, Tiptur. Advocates: Ramachandraiah, Nandishkumar, B.S.Suresh, Advocates, Tiptur. Tiptur, Dated: 17.02.2025 [478,54,580,171]
court-name: ಮಾನ್ಯ ಪ್ರಧಾನ ಸಿವಿಲ್ ನ್ಯಾಯಾಧೀಶರು (ಕಿ.ವಿ.) ಮತ್ತು ಜೆ.ಎಂ.ಎಫ್.ಸಿ ನ್ಯಾಯಾಲಯ [485,464,573,494]
court-notice [473,460,585,1000]
paper-name: ಹೊಸದಿಗಂತ [874,2,916,13]
page-title: ಜಾಹೀರಾತು [448,1,497,16]
notice-body: BETWEEN: Maha Pasha ... PETITIONER AND: Tata AIG Gen Ins Co Ltd., & another ... Respondents. NOTICE TO RESPONDENT No. 2: Shaheen Taj, W/o Syed Ismail, Door No. 1812, Kengeri Town, 3rd Division, Bengaluru South, Bengaluru-560060. Take notice that the above petitioner had filed the above claim petition against the Respondents for compensation of Rs.10,00,000/- for the grievous injuries sustained by the petitioner in a RTA, dated 18-02-2024 at about 1:20 A.M., On Jnanabharathi Junction, Bengaluru, by offending Scooter (Activa) bearing No. KA-41-EX-4146. The Respondent No. 2 named above is hereby directed to appear before the Hon'ble Court either in person or through pleader on 24-03-2025 at 11:00 A.M. failing which the matter will be heard and determined in your absence. Given under my hand and seal of the court on 19-02-2025. By order of the court, Assistant Registrar, Court of Small Causes, Bengaluru. Advocate for Petitioner: RITHESH K.C. Advocate, No.10, N.S. Bhavan, 1st Floor, 4th Main, Gandhinagar, Bengaluru-560009. [712,71,813,218]
notice-body: Plaintiffs: Gangamma and others -Vs- Defendants: Ningamma and others, D-4 (a) Shivanna S/o Late Veeranna, Aged about 58 years. D-4 (b) Pradhallah S/o Late Veeranna, Aged about 42 years. Defendants No.4(a) and (b) are R/o Hosuru Village, Kasaba Hobli, Kunigal Taluk. PAPER PUBLICATION: Whereas the plaintiff have filed the above suit against the defendants for declaration and such other reliefs. The plaintiff have taken notice to the LRs of defendants No.4(a) and (b) by way of ordinary and R.P.A.D. Even though the LR's of defendants are residing in the same addresses as given in the suit are true and correct, but the above named LR's defendants are avoiding to take notice from this Hon'ble court to drag on the proceedings. Hence the notice by paper publication. Take note that notices that you are hereby called upon to appear before the Prl. SENIOR Civil Judge at Kunigal on 25.03.2025 at 11.00 a.m. Therefore you are hereby informed to appear on the said date, failing which the case shall be heard and determined in your absence. Given under my hand and the seal of the court on this 12th day of Feb 2025 at Kunigal. By order of the Court, Prl. Civil Judge, (S.D.) Court Kunigal. Advocate for plaintiff. [8,295,115,454]
notice-heading: PUBLIC NOTICE [595,1031,697,1049]
notice-body: (Constituted Under the Consumer Protection Act, 1986) Upbhokta Nyay Bhawan 'F' Block, GPO Complex, INA, NEW DELHI-110 023. Telephone No.24608174,711, Fax No.24651505, 24651519, Website: http://ncdrc.nic.in (Against the order dated 26-Dec-2019 in Complaint Number 141/2018 of the State Commission Karnataka). SMT.NAGAMMA & 2 ORS. Petitioner/Appellant Versus HERMAN EDWIN LINDEMANN FERNANDES & 3 ORS. Opposite Party/Respondent(s). To, 1. M/S PATHAK DEVELOPERS 'P' LTD. NO. 2997/2, RUKMA COMPLEX, KAUDASA ROAD, MYSORE-570002. 3. SHRI C.N MOHAN KUMAR. WHEREAS in the First Appeal No. 785/2021 filed against the order dated 26-12-2019 in Complaint No. 141/2018 of the State Commission, Karnataka, you have been arrayed as Respondent NO. 2 TO 4. AND WHEREAS hearing notice sent to you by registered post has been received back with a postal remark "UNCLAIMED". NOW, THEREFORE, TAKE NOTICE through this publication to appear before this Hon'ble Commission in person or through your Counsel/Authorized Representative on 07.03.2025 failing which the appeal will be disposed of ex-parte. Dated this the 12.02.2025. ASSISTANT REGISTRAR. AKASH JINDAL. ADVOCATE, E-13, LGF, GK ENCLAVE PART-1, NEW DELHI - 110048 [366,1123,463,1324]
page-masthead [0,0,945,21]
court-name: BEFORE THE MOTOR ACCIDENT CLAIMS TRIBUNAL AT BENGALURU (SCCH - 26) [367,231,462,253]
court-name: IN THE COURT OF MOTOR ACCIDENT CLAIMS TRIBUNAL AT BENGALURU [715,28,810,50]
notice-body: ಈ ಮೂಲಕ ಸಾರ್ವಜನಿಕರಿಗೆ ತಿಳಿಯಪಡಿಸುವುದೇನೆಂದರೆ, ನನ್ನ ಕಕ್ಷಿದಾರರಾದ ಶ್ರೀ ಎಸ್. ರಮೇಶ್ ರವರಿಗೆ ಸೇರಿದ ಸ್ವತ್ತಿನ ಮೂಲ ಕ್ರಯ ಪತ್ರವು ದಿನಾಂಕ 10-01-2025 ರಂದು ಪ್ರಯಾಣದ ಸಮಯದಲ್ಲಿ ಕಳೆದುಹೋಗಿರುತ್ತದೆ. ಈ ಬಗ್ಗೆ ಪೊಲೀಸ್ ಠಾಣೆಯಲ್ಲಿ ದೂರು ದಾಖಲಿಸಲಾಗಿದೆ. ಸದರಿ ದಾಖಲೆ ಯಾರಿಗಾದರೂ ಸಿಕ್ಕಿದಲ್ಲಿ ಅಥವಾ ಸದರಿ ಸ್ವತ್ತಿನ ಬಗ್ಗೆ ಯಾವುದೇ ಹಕ್ಕು, ಬಾಧ್ಯತೆ ಇದ್ದಲ್ಲಿ ಈ ಪ್ರಕಟಣೆಯಾದ 7 ದಿನಗಳ ಒಳಗಾಗಿ ಕೆಳಕಂಡ ವಿಳಾಸಕ್ಕೆ ದಾಖಲೆಗಳೊಂದಿಗೆ ಸಂಪರ್ಕಿಸತಕ್ಕದ್ದು. ತಪ್ಪಿದಲ್ಲಿ ಯಾವುದೇ ತಕರಾರು ಇಲ್ಲವೆಂದು ಭಾವಿಸಲಾಗುವುದು. ಷೆಡ್ಯೂಲ್ ಸ್ವತ್ತು: ಬೆಂಗಳೂರು ನಗರ, ಸೈಟ್ ನಂ. 118. ವಕೀಲರು, ಬೆಂಗಳೂರು. [478,1030,580,1109]
notice-body: BETWEEN: Mr. Venkatesh ... PETITIONER AND: Mrs. Swetha Anneriaris ... RESPONDENT. NOTICE UNDER ORDER V RULE 20 OF THE CODE OF CIVIL PROCEDURE TO RESPONDENT No.1: Mrs. Swetha A, W/o Mahadeva D.N, No.1449, 5th A Main Road, 1st Block, 2nd Stage, Nagarabhavi, Bangalore-560 072. Whereas, the Petitioner has filed the above petition claiming compensation against you and another for compensation of Rs. 15,00,000/- due to the injuries sustained by the petitioner in the RTA, on 01.04.2024 at about 11.45 pm, near Magadi Road, Chandrashekhara main Road. The court has issued Notice to you. You are hereby directed to appear before this Court in person or through counsel on 27.03.2025 at 11:00 AM, failing which the case will be heard and decided in your absence. Given under my hand and seal of the court on 05.02.2025. By order of the Court, Assistant Registrar, Court of Small Causes. Advocate for the Petitioner: HL VENKATESH & Co., No. 13, Guru Krupa, 1st Main, Vijaya Nagar, Bangalore-560040. [366,499,463,658]
column-8-spacer [823,24,942,1460]
notice-body: Petitioners: 1. Smt. Gulnaz Begum D/o. late Abdul Khuddus Aby Sardar Pasha Aged about 58 years R/at Sivaji nagar & Others. Vs Respondent: The Tahsildar, Chickaballapur. The Petitioners have filed a petition for grant of death certificate of petitioner's mother by name Smt. Amina Bi, who died on 1-5-2011 at Wahab Nagar, Chickaballapur Taluk & District. If any person has right interest in any matter as regard this they shall file objections on or before the date 25-03-2025 at 11.00 AM in person or through pleader. Given under my hand and seal of the Court on 19.02.2025. By Order of the Court, Sheristedar, Prl. Civil Judge & J.M.F.C Court, Chickaballapur. Advocate for the service: Smt. TS Tasreen, Advocate, Chickaballapur. [595,54,697,152]
court-notice [3,861,120,1457]
column-7 [707,24,818,1457]
court-name: IN THE COURT OF THE CIVIL JUDGE AT TIPTUR [484,231,574,246]
public-notice [590,1027,702,1459]
notice-subheading: (LOST DOCUMENT) [616,701,676,708]
case-number: ಅ.ಸಂ. 1321/2023 [149,585,212,595]
case-number: ಮಿ. ಅ.ಸಂ. 310/2025 [610,268,682,278]
case-number: C.Misc. No. 8/2025 [608,43,684,54]
column-rule [358,22,359,1462]
court-name: IN THE COURT OF THE PRINCIPAL DISTRICT AND SESSIONS JUDGE BENGALURU RURAL DISTRICT AT BENGALURU [8,572,115,601]
case-number: MVC No. 7723 / 2024 [720,551,805,562]
court-notice [125,24,236,274]
notice-heading: PUBLIC NOTICE [595,683,697,701]
court-name: IN THE COURT OF THE HON'BLE 1ST ADDL CIVIL JUDGE AT KOLAR [248,293,349,315]
court-notice [473,24,585,224]
column-rule [238,22,239,1462]
court-notice [473,1003,585,1461]
page-number: 11 [919,2,941,13]
